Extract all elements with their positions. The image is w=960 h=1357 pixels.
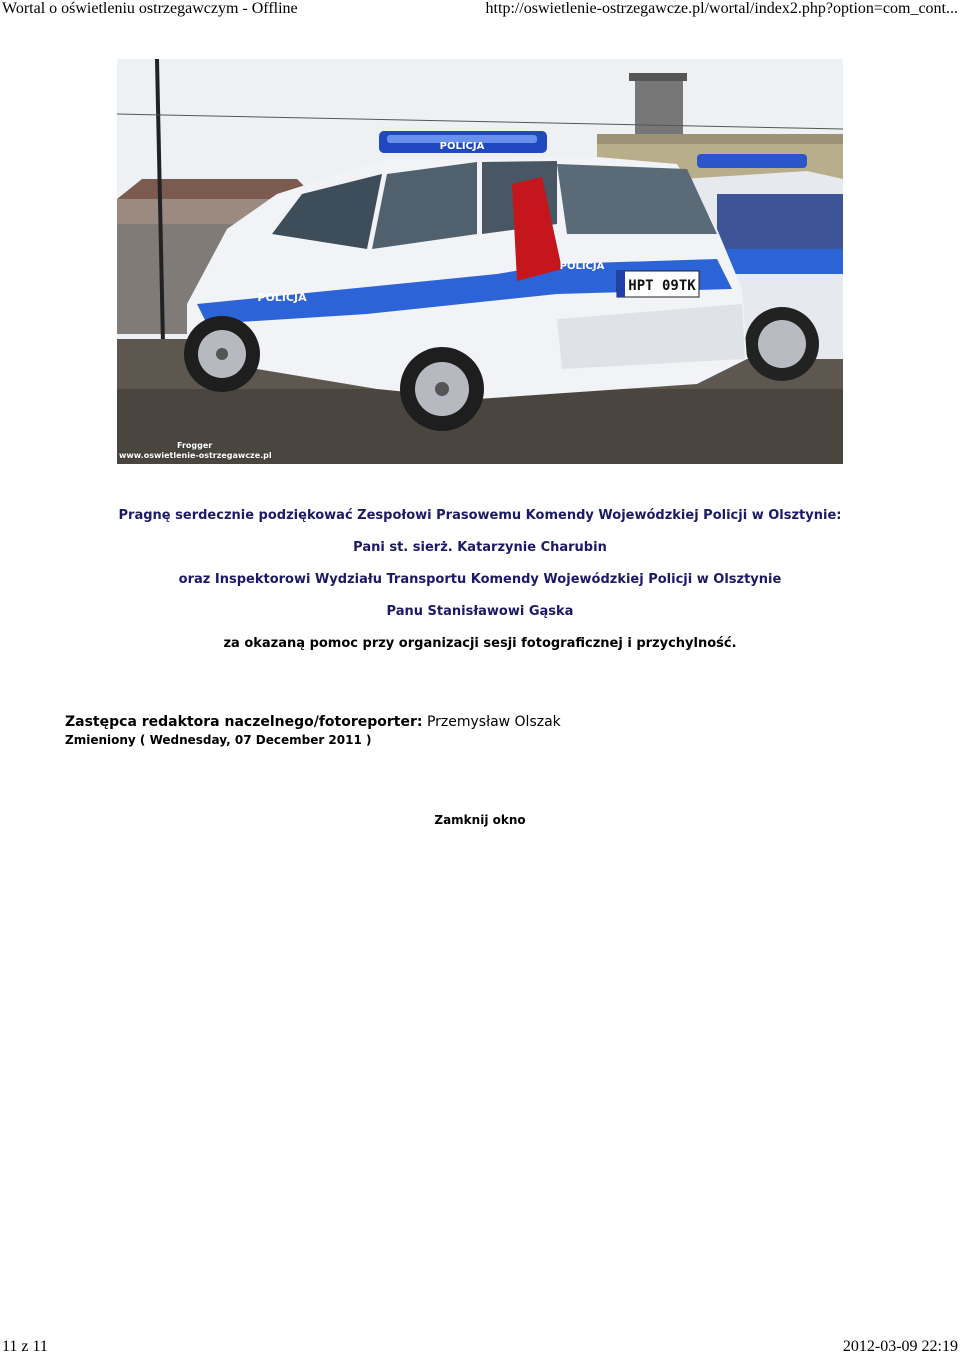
photo-watermark <box>119 441 272 461</box>
thanks-line-2: Pani st. sierż. Katarzynie Charubin <box>353 540 607 555</box>
print-header <box>0 0 960 20</box>
rear-label: POLICJA <box>559 261 605 272</box>
watermark-name: Frogger <box>177 441 213 450</box>
roof-label: POLICJA <box>439 141 485 152</box>
thanks-line-1: Pragnę serdecznie podziękować Zespołowi Prasowemu Komendy Wojewódzkiej Policji w Olsztynie: <box>118 508 842 523</box>
police-cars-photo <box>117 59 843 464</box>
license-plate-text: HPT 09TK <box>628 278 696 294</box>
author-role: Zastępca redaktora naczelnego/fotoreporter: <box>65 714 423 730</box>
thanks-line-3: oraz Inspektorowi Wydziału Transportu Komendy Wojewódzkiej Policji w Olsztynie <box>178 572 782 587</box>
author-line <box>65 714 561 731</box>
acknowledgements <box>0 508 960 668</box>
watermark-site: www.oswietlenie-ostrzegawcze.pl <box>119 451 272 460</box>
print-timestamp: 2012-03-09 22:19 <box>842 1338 958 1355</box>
thanks-line-4: Panu Stanisławowi Gąska <box>386 604 574 619</box>
modified-date: Zmieniony ( Wednesday, 07 December 2011 ) <box>65 733 372 747</box>
article-photo <box>117 59 843 464</box>
close-window-container <box>0 813 960 828</box>
page-count: 11 z 11 <box>2 1338 48 1355</box>
side-label: POLICJA <box>257 291 307 304</box>
close-window-link[interactable]: Zamknij okno <box>434 813 526 827</box>
print-footer <box>0 1338 960 1357</box>
author-name: Przemysław Olszak <box>426 714 561 730</box>
thanks-line-5: za okazaną pomoc przy organizacji sesji fotograficznej i przychylność. <box>223 636 737 651</box>
print-header-url: http://oswietlenie-ostrzegawcze.pl/wortal/index2.php?option=com_cont... <box>485 0 958 17</box>
print-header-title: Wortal o oświetleniu ostrzegawczym - Offline <box>2 0 298 17</box>
